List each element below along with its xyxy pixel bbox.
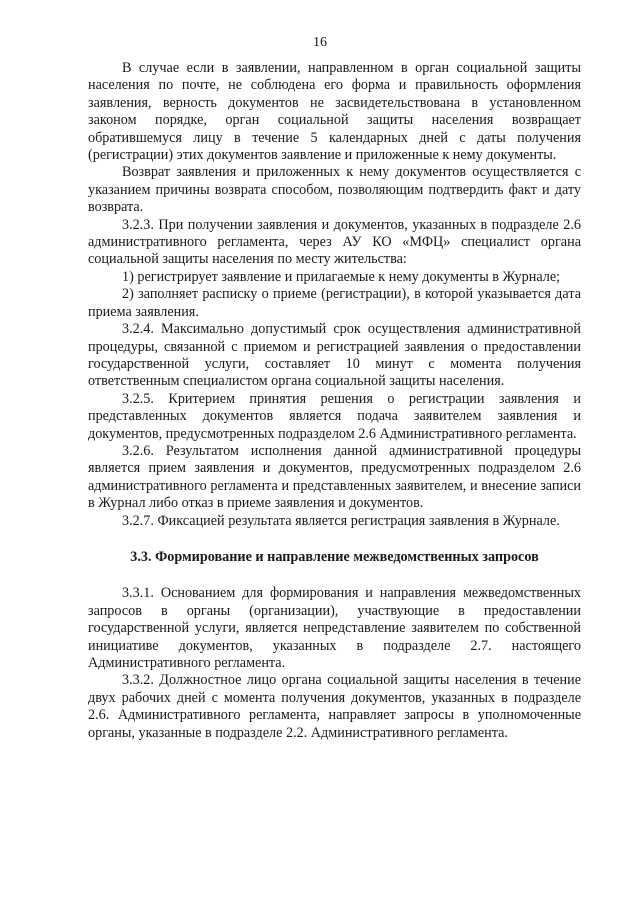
list-item-register: 1) регистрирует заявление и прилагаемые к нему документы в Журнале; (122, 268, 561, 285)
paragraph-return-by-mail: В случае если в заявлении, направленном в орган социальной защиты населения по почте, не соблюдена его форма и правильность оформления заявления, верность документов не засвидетельствована в установленном законом порядке, орган социальной защиты населения возвращает обратившемуся лицу в течение 5 календарных дней с даты получения (регистрации) этих документов заявление и приложенные к нему документы. (88, 60, 581, 164)
paragraph-3-2-4: 3.2.4. Максимально допустимый срок осуществления административной процедуры, связанной с приемом и регистрацией заявления о предоставлении государственной услуги, составляет 10 минут с момента получения ответственным специалистом органа социальной защиты населения. (88, 321, 581, 390)
paragraph-3-3-2: 3.3.2. Должностное лицо органа социальной защиты населения в течение двух рабочих дней с момента получения документов, указанных в подразделе 2.6. Административного регламента, направляет запросы в уполномоченные органы, указанные в подразделе 2.2. Административного регламента. (88, 672, 581, 741)
section-heading-3-3: 3.3. Формирование и направление межведомственных запросов (130, 548, 539, 565)
paragraph-3-3-1: 3.3.1. Основанием для формирования и направления межведомственных запросов в органы (организации), участвующие в предоставлении государственной услуги, является непредставление заявителем по собственной инициативе документов, указанных в подразделе 2.7. настоящего Административного регламента. (88, 585, 581, 671)
list-item-receipt: 2) заполняет расписку о приеме (регистрации), в которой указывается дата приема заявления. (88, 286, 581, 320)
page-content (88, 60, 581, 742)
page-number: 16 (313, 35, 327, 50)
paragraph-3-2-5: 3.2.5. Критерием принятия решения о регистрации заявления и представленных документов является подача заявителем заявления и документов, предусмотренных подразделом 2.6 Административного регламента. (88, 390, 581, 442)
paragraph-3-2-6: 3.2.6. Результатом исполнения данной административной процедуры является прием заявления и документов, предусмотренных подразделом 2.6 административного регламента и представленных заявителем, и внесение записи в Журнал либо отказ в приеме заявления и документов. (88, 442, 581, 512)
paragraph-3-2-3: 3.2.3. При получении заявления и документов, указанных в подразделе 2.6 административного регламента, через АУ КО «МФЦ» специалист органа социальной защиты населения по месту жительства: (88, 216, 581, 268)
paragraph-return-reason: Возврат заявления и приложенных к нему документов осуществляется с указанием причины возврата способом, позволяющим подтвердить факт и дату возврата. (88, 164, 581, 216)
paragraph-3-2-7: 3.2.7. Фиксацией результата является регистрация заявления в Журнале. (122, 512, 560, 529)
